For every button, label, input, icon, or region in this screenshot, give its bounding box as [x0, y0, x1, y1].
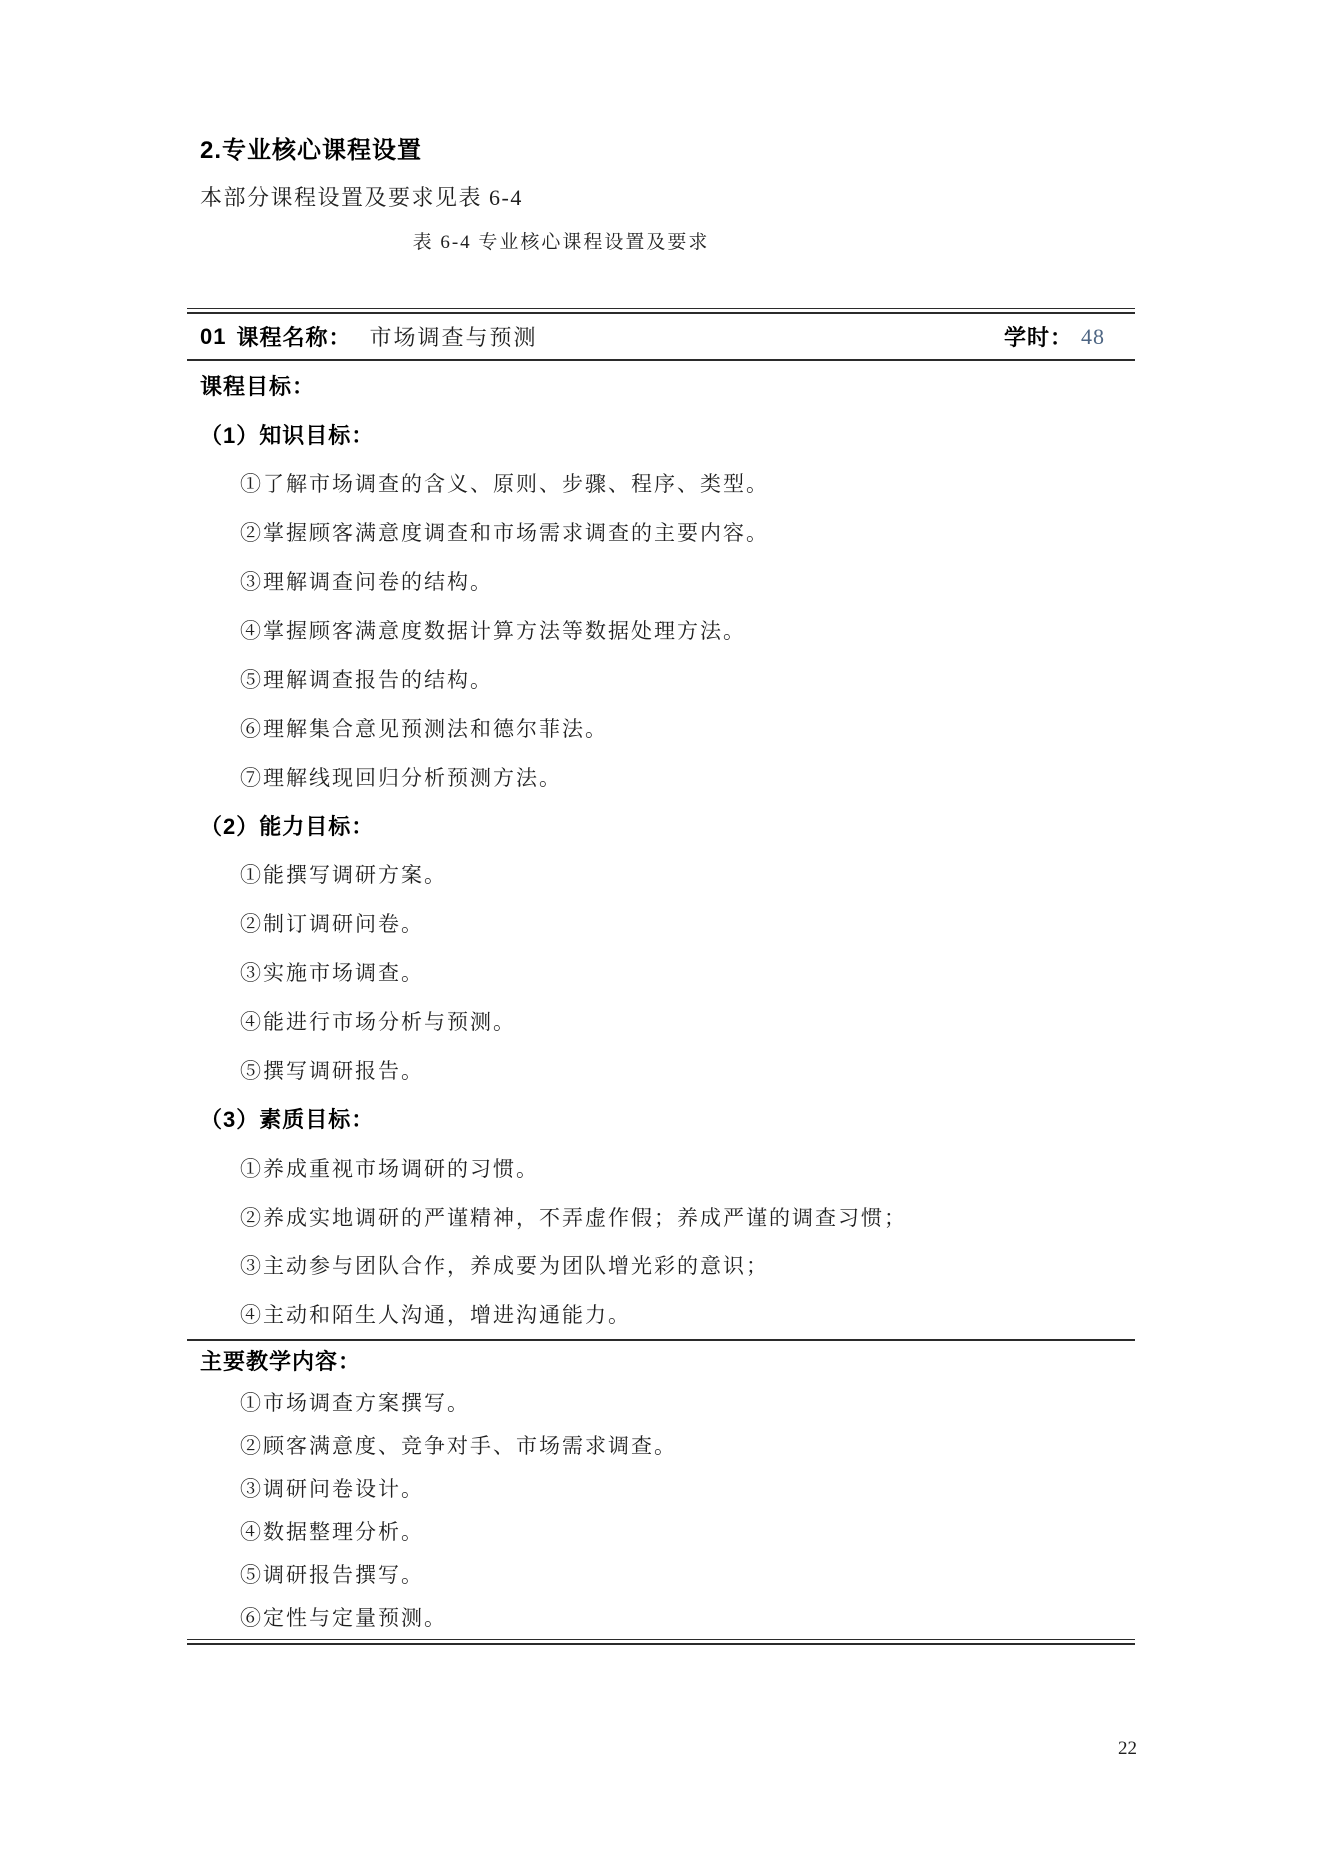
page-number: 22 — [1118, 1738, 1137, 1759]
teaching-item: ⑤调研报告撰写。 — [240, 1563, 424, 1588]
teaching-item: ①市场调查方案撰写。 — [240, 1391, 470, 1416]
objective-item: ⑥理解集合意见预测法和德尔菲法。 — [240, 716, 608, 741]
teaching-item: ⑥定性与定量预测。 — [240, 1606, 447, 1631]
teaching-items — [187, 1381, 1135, 1639]
objective-item: ③实施市场调查。 — [240, 961, 424, 986]
objective-item: ②制订调研问卷。 — [240, 912, 424, 937]
objective-item: ③理解调查问卷的结构。 — [240, 570, 493, 594]
objectives-title: 课程目标： — [200, 373, 316, 399]
objective-item: ④主动和陌生人沟通，增进沟通能力。 — [240, 1303, 631, 1328]
teaching-title: 主要教学内容： — [200, 1349, 362, 1375]
hours-label: 学时： — [1003, 325, 1073, 350]
section-heading: 2.专业核心课程设置 — [200, 137, 423, 164]
course-name: 市场调查与预测 — [369, 325, 538, 350]
table-caption: 表 6-4 专业核心课程设置及要求 — [412, 232, 710, 253]
objective-item: ④掌握顾客满意度数据计算方法等数据处理方法。 — [240, 618, 746, 643]
teaching-block — [187, 1341, 1135, 1639]
objective-item: ①了解市场调查的含义、原则、步骤、程序、类型。 — [240, 472, 769, 497]
course-name-label: 课程名称： — [236, 325, 352, 350]
hours-value: 48 — [1081, 323, 1105, 349]
objective-item: ⑤撰写调研报告。 — [240, 1058, 424, 1083]
objective-item: ③主动参与团队合作，养成要为团队增光彩的意识； — [240, 1254, 769, 1279]
objective-item: ④能进行市场分析与预测。 — [240, 1010, 516, 1035]
objective-section-title: （3）素质目标： — [200, 1107, 375, 1133]
objective-item: ①养成重视市场调研的习惯。 — [240, 1156, 539, 1181]
objective-section-title: （1）知识目标： — [200, 422, 375, 448]
table-bottom-rule — [187, 1639, 1135, 1645]
objective-item: ②养成实地调研的严谨精神，不弄虚作假；养成严谨的调查习惯； — [240, 1205, 907, 1230]
objective-item: ⑤理解调查报告的结构。 — [240, 667, 493, 692]
hours-group — [1004, 321, 1105, 352]
course-number: 01 — [200, 323, 227, 349]
objective-section-title: （2）能力目标： — [200, 813, 375, 839]
objective-item: ⑦理解线现回归分析预测方法。 — [240, 765, 562, 790]
objective-item: ②掌握顾客满意度调查和市场需求调查的主要内容。 — [240, 521, 769, 546]
teaching-item: ④数据整理分析。 — [240, 1520, 424, 1545]
teaching-item: ②顾客满意度、竞争对手、市场需求调查。 — [240, 1434, 677, 1459]
objectives-block — [187, 361, 1135, 1339]
intro-text: 本部分课程设置及要求见表 6-4 — [200, 185, 523, 210]
course-table — [187, 308, 1135, 1645]
course-row — [187, 314, 1135, 359]
objective-item: ①能撰写调研方案。 — [240, 863, 447, 888]
teaching-item: ③调研问卷设计。 — [240, 1477, 424, 1502]
